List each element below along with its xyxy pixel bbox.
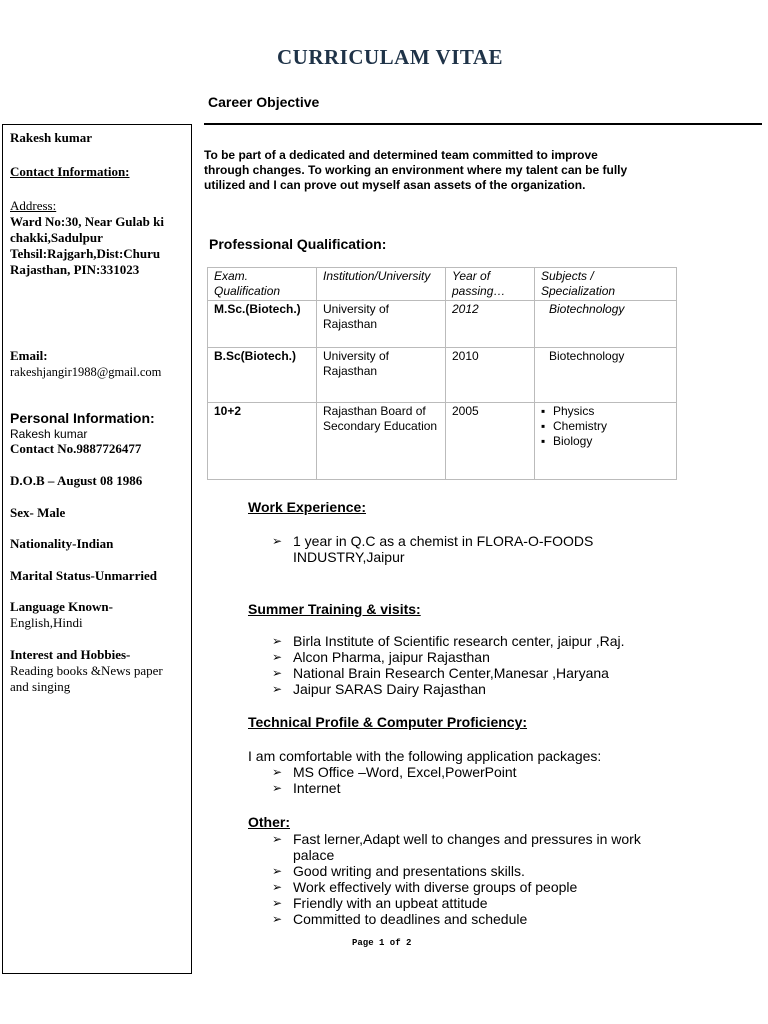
cell-exam: B.Sc(Biotech.) (208, 348, 317, 403)
work-experience-heading: Work Experience: (248, 499, 367, 515)
list-item: ➢ Work effectively with diverse groups of people (272, 879, 642, 895)
marital-status: Marital Status-Unmarried (10, 568, 157, 583)
languages: English,Hindi (10, 615, 83, 630)
cell-subjects (535, 403, 677, 480)
table-row (208, 403, 677, 480)
email-label: Email: (10, 348, 48, 363)
technical-intro: I am comfortable with the following application packages: (248, 748, 602, 764)
qualification-table (207, 267, 677, 480)
list-item: ➢ Committed to deadlines and schedule (272, 911, 642, 927)
list-item: ➢ Jaipur SARAS Dairy Rajasthan (272, 681, 672, 697)
summer-training-heading: Summer Training & visits: (248, 601, 421, 617)
personal-name: Rakesh kumar (10, 427, 88, 441)
language-label: Language Known- (10, 599, 113, 614)
cell-institution: University of Rajasthan (317, 348, 446, 403)
table-row (208, 348, 677, 403)
nationality: Nationality-Indian (10, 536, 114, 551)
interest-text: Reading books &News paper and singing (10, 663, 163, 694)
header-subjects: Subjects / Specialization (535, 268, 677, 301)
other-list (272, 831, 642, 927)
candidate-name: Rakesh kumar (10, 130, 92, 145)
cell-year: 2005 (446, 403, 535, 480)
table-header-row (208, 268, 677, 301)
list-item: ➢ Internet (272, 780, 672, 796)
subject-item: ▪ Chemistry (541, 419, 670, 434)
page-title: CURRICULAM VITAE (277, 45, 503, 69)
cell-exam: 10+2 (208, 403, 317, 480)
list-item: ➢ National Brain Research Center,Manesar ,Haryana (272, 665, 672, 681)
other-heading: Other: (248, 814, 290, 830)
contact-number: Contact No.9887726477 (10, 441, 142, 456)
work-experience-list (272, 533, 612, 565)
header-year: Year of passing… (446, 268, 535, 301)
table-row (208, 301, 677, 348)
cell-subjects: Biotechnology (535, 348, 677, 403)
list-item: ➢ 1 year in Q.C as a chemist in FLORA-O-FOODS INDUSTRY,Jaipur (272, 533, 612, 565)
summer-training-list (272, 633, 672, 697)
list-item: ➢ Birla Institute of Scientific research center, jaipur ,Raj. (272, 633, 672, 649)
cell-subjects: Biotechnology (535, 301, 677, 348)
heading-divider (204, 123, 762, 125)
cell-institution: University of Rajasthan (317, 301, 446, 348)
list-item: ➢ Friendly with an upbeat attitude (272, 895, 642, 911)
list-item: ➢ Alcon Pharma, jaipur Rajasthan (272, 649, 672, 665)
page-number: Page 1 of 2 (352, 938, 412, 948)
contact-heading: Contact Information: (10, 164, 130, 179)
sex: Sex- Male (10, 505, 66, 520)
address-label: Address: (10, 198, 57, 213)
technical-list (272, 764, 672, 796)
email-value: rakeshjangir1988@gmail.com (10, 365, 162, 379)
interest-label: Interest and Hobbies- (10, 647, 131, 662)
cell-institution: Rajasthan Board of Secondary Education (317, 403, 446, 480)
technical-profile-heading: Technical Profile & Computer Proficiency: (248, 714, 528, 730)
address-text: Ward No:30, Near Gulab ki chakki,Sadulpur Tehsil:Rajgarh,Dist:Churu Rajasthan, PIN:331023 (10, 214, 164, 277)
list-item: ➢ Fast lerner,Adapt well to changes and pressures in work palace (272, 831, 642, 863)
career-objective-heading: Career Objective (208, 94, 320, 110)
cell-exam: M.Sc.(Biotech.) (208, 301, 317, 348)
personal-info-heading: Personal Information: (10, 410, 155, 426)
subject-item: ▪ Physics (541, 404, 670, 419)
header-institution: Institution/University (317, 268, 446, 301)
career-objective-text: To be part of a dedicated and determined team committed to improve through changes. To working an environment where my talent can be fully utilized and I can prove out myself asan assets of the organization. (204, 148, 628, 192)
date-of-birth: D.O.B – August 08 1986 (10, 473, 143, 488)
qualification-heading: Professional Qualification: (209, 236, 387, 252)
list-item: ➢ Good writing and presentations skills. (272, 863, 642, 879)
list-item: ➢ MS Office –Word, Excel,PowerPoint (272, 764, 672, 780)
cell-year: 2012 (446, 301, 535, 348)
subject-item: ▪ Biology (541, 434, 670, 449)
header-exam: Exam. Qualification (208, 268, 317, 301)
cell-year: 2010 (446, 348, 535, 403)
